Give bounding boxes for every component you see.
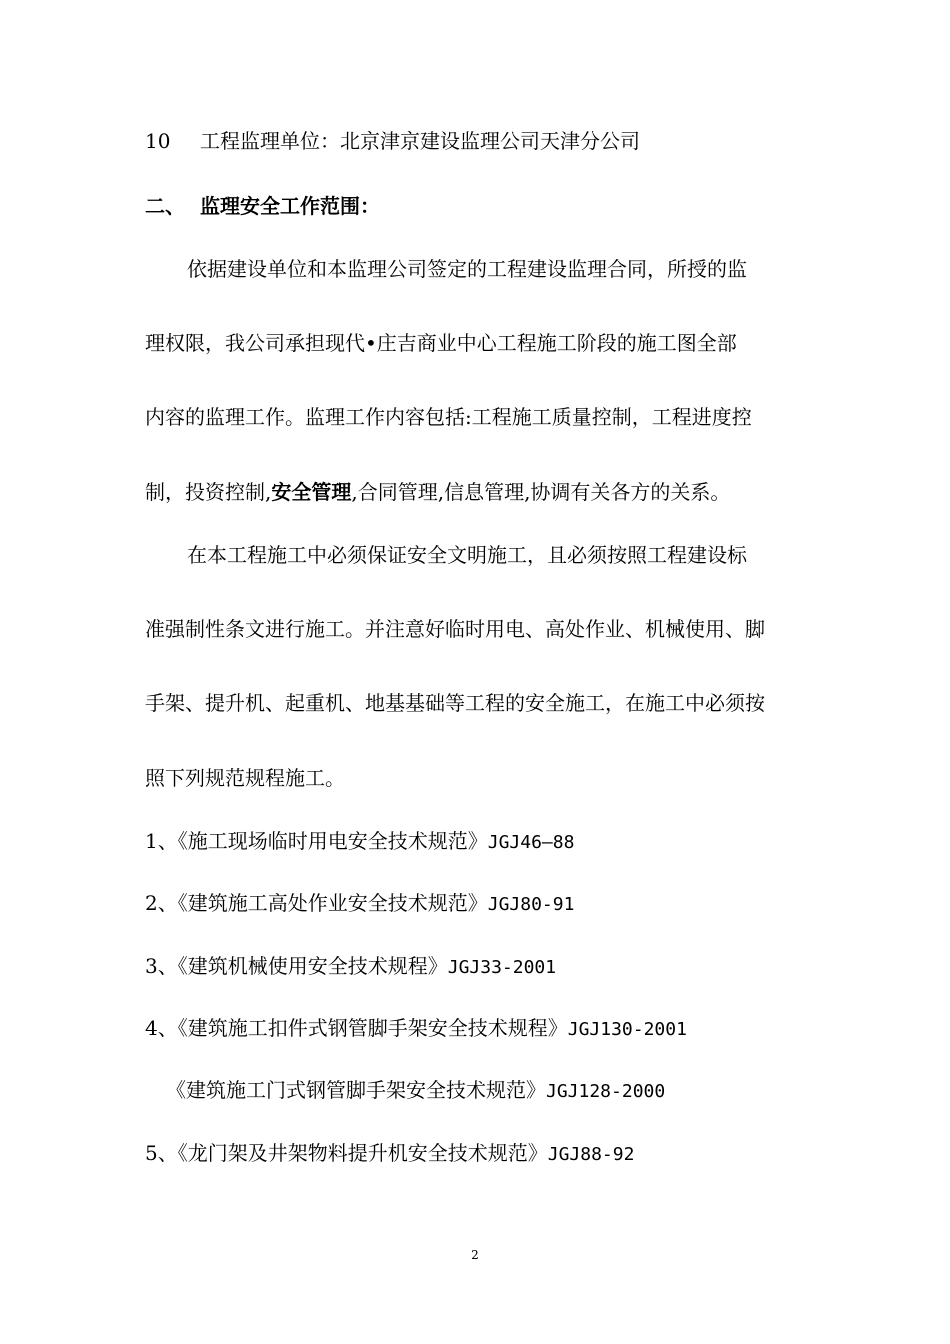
standard-code: JGJ128-2000 [546,1081,666,1102]
paragraph-2-line-2: 准强制性条文进行施工。并注意好临时用电、高处作业、机械使用、脚 [145,617,765,641]
standard-prefix: 2、 [145,891,178,915]
paragraph-1-line-3: 内容的监理工作。监理工作内容包括:工程施工质量控制，工程进度控 [145,405,752,429]
paragraph-2-line-1: 在本工程施工中必须保证安全文明施工，且必须按照工程建设标 [187,543,747,567]
safety-management-emphasis: 安全管理 [271,480,352,504]
section-2-title: 监理安全工作范围： [200,194,380,218]
standard-prefix: 5、 [145,1141,178,1165]
standard-code: JGJ88-92 [547,1144,635,1165]
standard-code: JGJ46—88 [487,832,575,853]
standard-title: 《建筑施工门式钢管脚手架安全技术规范》 [166,1078,546,1102]
paragraph-1-line-4-end: ,合同管理,信息管理,协调有关各方的关系。 [351,480,731,504]
standard-code: JGJ33-2001 [447,957,557,978]
standard-code: JGJ80-91 [487,894,575,915]
standard-title: 《建筑机械使用安全技术规程》 [177,954,448,978]
paragraph-2-line-3: 手架、提升机、起重机、地基基础等工程的安全施工，在施工中必须按 [145,691,765,715]
standard-item [145,1014,687,1044]
standard-prefix: 4、 [145,1016,178,1040]
standard-item [145,889,574,919]
standard-item [145,827,574,857]
item-10 [145,127,640,155]
section-2-heading [145,192,380,220]
item-10-number: 10 [145,129,171,153]
standard-title: 《施工现场临时用电安全技术规范》 [177,829,488,853]
page-number: 2 [471,1248,479,1262]
standard-item [145,1139,634,1169]
paragraph-1-line-4-start: 制，投资控制, [145,480,272,504]
standard-item [145,952,556,982]
item-10-text: 工程监理单位：北京津京建设监理公司天津分公司 [200,129,640,153]
standard-title: 《建筑施工扣件式钢管脚手架安全技术规程》 [177,1016,568,1040]
paragraph-2-line-4: 照下列规范规程施工。 [145,766,345,790]
paragraph-1-line-2: 理权限，我公司承担现代•庄吉商业中心工程施工阶段的施工图全部 [145,331,737,355]
standard-code: JGJ130-2001 [567,1019,687,1040]
paragraph-1-line-1: 依据建设单位和本监理公司签定的工程建设监理合同，所授的监 [187,257,747,281]
standard-title: 《建筑施工高处作业安全技术规范》 [177,891,488,915]
standard-item [166,1076,665,1106]
paragraph-1-line-4 [145,478,807,506]
section-2-number: 二、 [145,194,185,218]
standard-prefix: 3、 [145,954,178,978]
standard-prefix: 1、 [145,829,178,853]
standard-title: 《龙门架及井架物料提升机安全技术规范》 [177,1141,548,1165]
